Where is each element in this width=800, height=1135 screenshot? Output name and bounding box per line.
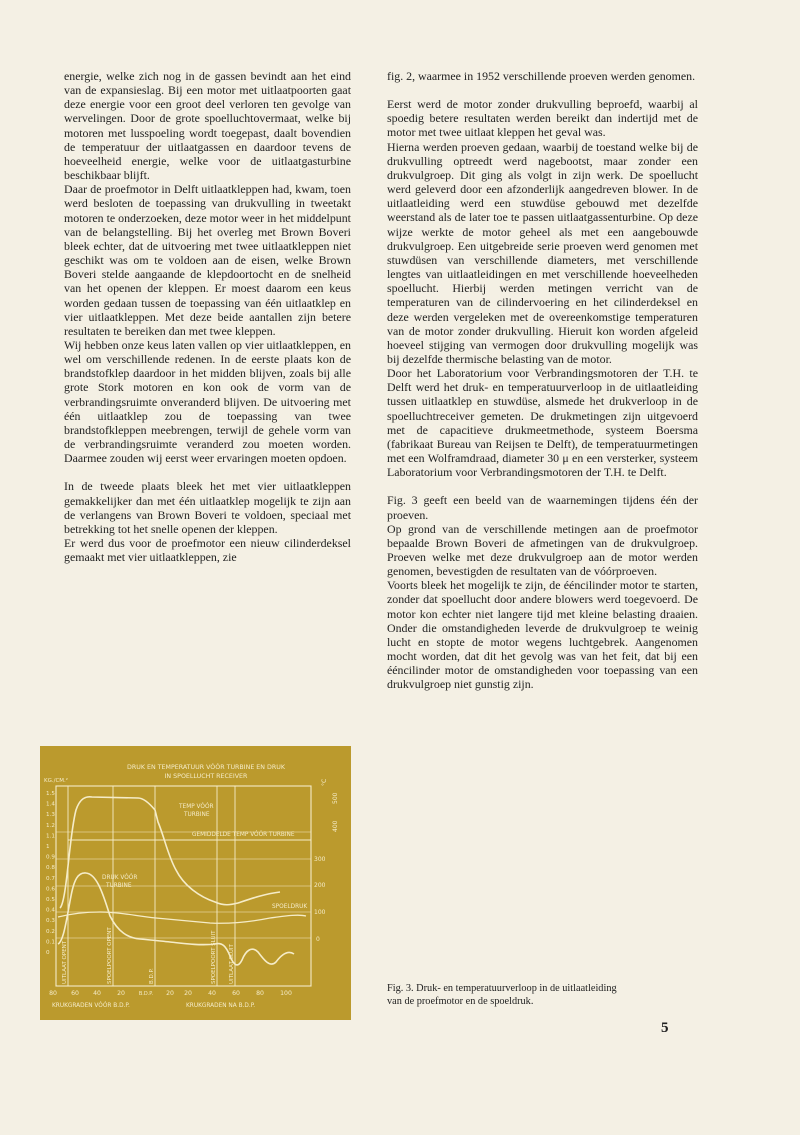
curve-labels: [102, 803, 307, 910]
figure-3-chart: [40, 746, 351, 1020]
right-unit-label: °C: [321, 778, 328, 786]
label-uitlaat-opent: UITLAAT OPENT: [62, 940, 68, 984]
paragraph: Er werd dus voor de proefmotor een nieuw cilinderdeksel gemaakt met vier uitlaatkleppen, zie: [64, 536, 351, 565]
series-druk-voor-turbine: [58, 873, 294, 965]
left-unit-label: KG./CM.²: [44, 778, 69, 784]
right-axis-ticks: [314, 792, 339, 943]
tick-label: 0.9: [46, 854, 55, 861]
label-temp-voor-turbine-2: TURBINE: [184, 812, 210, 818]
tick-label: 0: [316, 936, 320, 943]
label-bdp: B.D.P.: [149, 968, 155, 984]
label-spoelpoort-sluit: SPOELPOORT SLUIT: [211, 930, 217, 984]
tick-label: 1: [46, 844, 50, 850]
paragraph: Op grond van de verschillende metingen aan de proefmotor bepaalde Brown Boveri de afmetingen van de drukvulgroep. Proeven welke met deze drukvulgroep aan de motor werden genomen, bevestigden de resultaten van de vóórproeven.: [387, 521, 698, 579]
tick-label: 0.6: [46, 886, 55, 893]
tick-label: 20: [184, 990, 192, 997]
curves: [58, 797, 311, 965]
paragraph: Hierna werden proeven gedaan, waarbij de toestand welke bij de drukvulling optreedt werd nagebootst, maar zonder een drukvulgroep. Dit ging als volgt in zijn werk. De spoellucht werd geleverd door een afzonderlijk aangedreven blower. In de uitlaatleiding werd een stuwdüse gebouwd met dezelfde weerstand als de later toe te passen uitlaatgassenturbine. Op deze wijze werkte de motor geheel als met een aangebouwde drukvulgroep. Een uitgebreide serie proeven werd genomen met stuwdüsen van verschillende diameters, met verschillende lengtes van uitlaatleidingen en met verschillende hoeveelheden spoellucht. Hierbij werden metingen verricht van de temperaturen van de cilindervoering en het cilinderdeksel en deze werden vergeleken met de overeenkomstige temperaturen van de motor zonder drukvulling. Hieruit kon worden afgeleid hoeveel stijging van vermogen door drukvulling mogelijk was bij dezelfde thermische belasting van de motor.: [387, 139, 698, 366]
x-label-after: KRUKGRADEN NA B.D.P.: [186, 1003, 256, 1009]
series-temp-voor-turbine: [60, 797, 280, 908]
tick-label: 40: [208, 990, 216, 997]
tick-label: 0: [46, 950, 50, 956]
tick-label: 200: [314, 882, 326, 889]
right-column: [387, 69, 698, 692]
tick-label: B.D.P.: [138, 991, 154, 997]
paragraph: Voorts bleek het mogelijk te zijn, de ééncilinder motor te starten, zonder dat spoellucht door andere blowers werd toegevoerd. De motor kon echter niet langere tijd met kleine belasting draaien. Onder die omstandigheden leverde de drukvulgroep te weinig lucht en stopte de motor wegens luchtgebrek. Aangenomen mocht worden, dat dit het gevolg was van het feit, dat bij een ééncilinder motor de omstandigheden voor toepassing van een drukvulgroep niet gunstig zijn.: [387, 578, 698, 692]
figure-title-2: IN SPOELLUCHT RECEIVER: [164, 773, 248, 780]
tick-label: 0.2: [46, 928, 55, 935]
label-druk-voor-turbine-2: TURBINE: [106, 883, 132, 889]
tick-label: 1.5: [46, 791, 55, 797]
tick-label: 0.5: [46, 897, 55, 903]
paragraph: Fig. 3 geeft een beeld van de waarnemingen tijdens één der proeven.: [387, 493, 698, 522]
figure-title-1: DRUK EN TEMPERATUUR VÓÓR TURBINE EN DRUK: [127, 764, 285, 771]
label-temp-voor-turbine: TEMP VÓÓR: [179, 804, 214, 810]
tick-label: 0.3: [46, 918, 55, 925]
tick-label: 0.7: [46, 875, 55, 882]
tick-label: 100: [280, 990, 292, 997]
figure-caption: Fig. 3. Druk- en temperatuurverloop in de uitlaatleiding van de proefmotor en de spoeldruk.: [387, 983, 617, 1007]
paragraph: Daar de proefmotor in Delft uitlaatkleppen had, kwam, toen werd besloten de toepassing van drukvulling in tweetakt motoren te onderzoeken, deze motor weer in het middelpunt van de belangstelling. Bij het overleg met Brown Boveri bleek echter, dat de uitvoering met twee uitlaatkleppen niet geschikt was om te voldoen aan de eisen, welke Brown Boveri stelde aangaande de klepdoortocht en de snelheid van het openen der kleppen. Er moest daarom een keus worden gedaan tussen de toepassing van één uitlaatklep en vier uitlaatkleppen. Met deze beide aantallen zijn betere resultaten te bereiken dan met twee kleppen.: [64, 182, 351, 338]
tick-label: 1.3: [46, 812, 55, 819]
label-uitlaat-sluit: UITLAAT SLUIT: [229, 944, 235, 984]
x-label-before: KRUKGRADEN VÓÓR B.D.P.: [52, 1003, 130, 1009]
tick-label: 40: [93, 990, 101, 997]
event-labels: [62, 927, 235, 984]
paragraph: Wij hebben onze keus laten vallen op vier uitlaatkleppen, en wel om verschillende redenen. In de eerste plaats kon de brandstofklep daardoor in het midden blijven, zoals bij alle grote Stork motoren en kon ook de vorm van de verbrandingsruimte onveranderd blijven. De uitvoering met één uitlaatklep zou de toepassing van twee brandstofkleppen meebrengen, terwijl de gehele vorm van de verbrandingsruimte veranderd zou moeten worden. Daarmee zouden wij eerst weer ervaringen moeten opdoen.: [64, 337, 351, 466]
tick-label: 0.4: [46, 907, 55, 914]
tick-label: 100: [314, 909, 326, 916]
tick-label: 0.8: [46, 865, 55, 872]
tick-label: 0.1: [46, 939, 55, 946]
x-axis-ticks: [49, 990, 292, 997]
label-druk-voor-turbine: DRUK VÓÓR: [102, 875, 138, 881]
page-number: 5: [661, 1020, 669, 1036]
paragraph: Eerst werd de motor zonder drukvulling beproefd, waarbij al spoedig betere resultaten werden bereikt dan indertijd met de motor met twee uitlaat kleppen het geval was.: [387, 97, 698, 140]
label-spoelpoort-opent: SPOELPOORT OPENT: [107, 927, 113, 984]
left-column: [64, 69, 351, 564]
tick-label: 80: [49, 990, 57, 997]
tick-label: 300: [314, 856, 326, 863]
label-gemiddelde-temp: GEMIDDELDE TEMP VÓÓR TURBINE: [192, 832, 295, 838]
tick-label: 80: [256, 990, 264, 997]
tick-label: 400: [332, 820, 339, 832]
label-spoeldruk: SPOELDRUK: [272, 904, 308, 910]
paragraph: energie, welke zich nog in de gassen bevindt aan het eind van de expansieslag. Bij een motor met uitlaatpoorten gaat deze energie voor een groot deel verloren ten gevolge van wervelingen. Door de grote spoelluchtovermaat, welke bij motoren met lusspoeling wordt toegepast, daalt bovendien de temperatuur der uitlaatgassen en daardoor tevens de hoeveelheid energie, welke voor de uitlaatgasturbine beschikbaar blijft.: [64, 69, 351, 183]
paragraph: Door het Laboratorium voor Verbrandingsmotoren der T.H. te Delft werd het druk- en temperatuurverloop in de uitlaatleiding tussen uitlaatklep en stuwdüse, alsmede het drukverloop in de spoelluchtreceiver gemeten. De drukmetingen zijn uitgevoerd met de capacitieve drukmeetmethode, systeem Boersma (fabrikaat Bureau van Reijsen te Delft), de temperatuurmetingen met een Wolframdraad, diameter 30 μ en een versterker, systeem Laboratorium voor Verbrandingsmotoren der T.H. te Delft.: [387, 366, 698, 480]
tick-label: 1.2: [46, 822, 55, 829]
left-axis-ticks: [46, 791, 55, 956]
paragraph: fig. 2, waarmee in 1952 verschillende proeven werden genomen.: [387, 69, 696, 83]
tick-label: 1.1: [46, 833, 55, 840]
tick-label: 60: [232, 990, 240, 997]
tick-label: 20: [117, 990, 125, 997]
figure-3-svg: [40, 746, 351, 1020]
tick-label: 20: [166, 990, 174, 997]
tick-label: 1.4: [46, 801, 55, 808]
series-spoeldruk: [58, 912, 306, 923]
tick-label: 60: [71, 990, 79, 997]
paragraph: In de tweede plaats bleek het met vier uitlaatkleppen gemakkelijker dan met één uitlaatklep mogelijk te zijn aan de verlangens van Brown Boveri te voldoen, speciaal met betrekking tot het snelle openen der kleppen.: [64, 479, 351, 536]
x-axis-labels: [52, 1002, 255, 1009]
tick-label: 500: [332, 792, 339, 804]
